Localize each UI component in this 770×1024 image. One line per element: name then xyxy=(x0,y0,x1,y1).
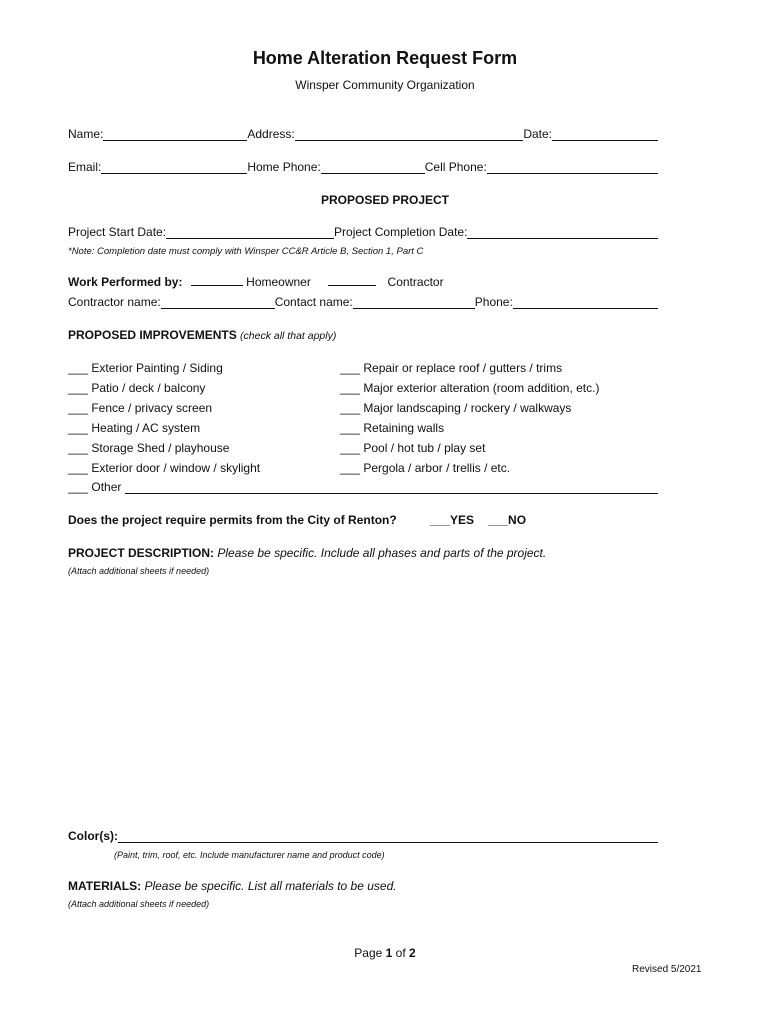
cell-phone-field[interactable] xyxy=(487,160,658,174)
materials-attach-note: (Attach additional sheets if needed) xyxy=(68,899,210,909)
completion-date-label: Project Completion Date: xyxy=(334,225,468,239)
phone-label: Phone: xyxy=(474,295,513,309)
name-field[interactable] xyxy=(103,127,247,141)
contact-name-label: Contact name: xyxy=(274,295,353,309)
name-label: Name: xyxy=(68,127,104,141)
contractor-row xyxy=(68,295,658,309)
homeowner-check[interactable] xyxy=(191,274,243,286)
permits-yes[interactable]: ___YES xyxy=(430,513,475,527)
home-phone-label: Home Phone: xyxy=(247,160,321,174)
work-performed-label: Work Performed by: xyxy=(68,275,183,289)
improvement-item[interactable]: ___ Patio / deck / balcony xyxy=(68,381,206,395)
contractor-check[interactable] xyxy=(328,274,376,286)
materials-instruction: Please be specific. List all materials to be used. xyxy=(144,879,397,893)
permits-question: Does the project require permits from the City of Renton? xyxy=(68,513,397,527)
improvement-item[interactable]: ___ Heating / AC system xyxy=(68,421,201,435)
materials-label: MATERIALS: xyxy=(68,879,142,893)
other-row xyxy=(68,480,658,494)
description-instruction: Please be specific. Include all phases and parts of the project. xyxy=(217,546,547,560)
improvement-item[interactable]: ___ Storage Shed / playhouse xyxy=(68,441,230,455)
page-word: Page xyxy=(354,946,383,960)
contractor-label: Contractor xyxy=(387,275,444,289)
improvements-hint: (check all that apply) xyxy=(240,330,337,342)
contact-row-1 xyxy=(68,127,658,141)
start-date-field[interactable] xyxy=(166,225,334,239)
date-field[interactable] xyxy=(552,127,658,141)
description-attach-note: (Attach additional sheets if needed) xyxy=(68,566,210,576)
improvements-heading-row xyxy=(68,328,336,342)
contact-row-2 xyxy=(68,160,658,174)
colors-hint: (Paint, trim, roof, etc. Include manufacturer name and product code) xyxy=(114,850,385,860)
colors-row xyxy=(68,829,658,843)
improvement-item[interactable]: ___ Exterior door / window / skylight xyxy=(68,461,261,475)
project-dates-row xyxy=(68,225,658,239)
email-field[interactable] xyxy=(101,160,247,174)
other-field[interactable] xyxy=(125,480,658,494)
improvement-item[interactable]: ___ Major landscaping / rockery / walkways xyxy=(340,401,572,415)
start-date-label: Project Start Date: xyxy=(68,225,167,239)
page-total: 2 xyxy=(409,946,416,960)
other-label: ___ Other xyxy=(68,480,122,494)
work-performed-row xyxy=(68,274,444,289)
improvement-item[interactable]: ___ Pergola / arbor / trellis / etc. xyxy=(340,461,511,475)
email-label: Email: xyxy=(68,160,102,174)
completion-note: *Note: Completion date must comply with Winsper CC&R Article B, Section 1, Part C xyxy=(68,246,424,257)
improvements-heading: PROPOSED IMPROVEMENTS xyxy=(68,328,237,342)
revision-date: Revised 5/2021 xyxy=(632,964,702,975)
phone-field[interactable] xyxy=(513,295,658,309)
form-title: Home Alteration Request Form xyxy=(252,48,518,68)
contractor-name-field[interactable] xyxy=(161,295,275,309)
cell-phone-label: Cell Phone: xyxy=(424,160,487,174)
address-label: Address: xyxy=(247,127,295,141)
date-label: Date: xyxy=(523,127,552,141)
of-word: of xyxy=(395,946,406,960)
contact-name-field[interactable] xyxy=(353,295,475,309)
materials-row xyxy=(68,879,397,893)
improvement-item[interactable]: ___ Pool / hot tub / play set xyxy=(340,441,486,455)
improvement-item[interactable]: ___ Fence / privacy screen xyxy=(68,401,213,415)
colors-field[interactable] xyxy=(118,829,658,843)
improvement-item[interactable]: ___ Retaining walls xyxy=(340,421,445,435)
homeowner-label: Homeowner xyxy=(246,275,311,289)
address-field[interactable] xyxy=(295,127,524,141)
improvement-item[interactable]: ___ Repair or replace roof / gutters / trims xyxy=(340,361,563,375)
completion-date-field[interactable] xyxy=(467,225,658,239)
permits-no[interactable]: ___NO xyxy=(488,513,527,527)
page-number xyxy=(0,946,770,960)
proposed-project-heading: PROPOSED PROJECT xyxy=(320,193,450,207)
organization-name: Winsper Community Organization xyxy=(295,78,475,92)
improvement-item[interactable]: ___ Exterior Painting / Siding xyxy=(68,361,223,375)
description-row xyxy=(68,546,546,560)
description-label: PROJECT DESCRIPTION: xyxy=(68,546,215,560)
description-area[interactable] xyxy=(68,585,658,820)
home-phone-field[interactable] xyxy=(321,160,425,174)
contractor-name-label: Contractor name: xyxy=(68,295,161,309)
colors-label: Color(s): xyxy=(68,829,118,843)
improvement-item[interactable]: ___ Major exterior alteration (room addition, etc.) xyxy=(340,381,600,395)
page-current: 1 xyxy=(385,946,393,960)
